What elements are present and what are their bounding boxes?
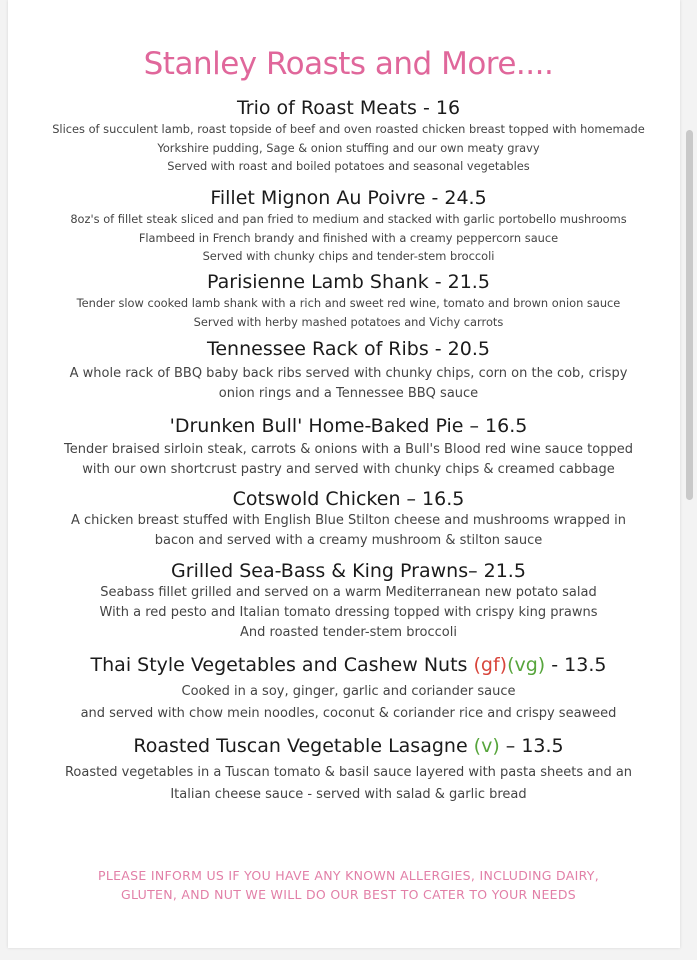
- description-line: Roasted vegetables in a Tuscan tomato & basil sauce layered with pasta sheets and an: [64, 765, 633, 780]
- description-line: and served with chow mein noodles, coconut & coriander rice and crispy seaweed: [80, 706, 617, 721]
- description-line: Seabass fillet grilled and served on a warm Mediterranean new potato salad: [100, 585, 597, 600]
- description-line: Served with herby mashed potatoes and Vichy carrots: [193, 314, 504, 329]
- menu-item: [0, 487, 697, 551]
- dish-name: Fillet Mignon Au Poivre - 24.5: [210, 187, 487, 209]
- allergy-notice: [0, 866, 697, 904]
- description-line: Flambeed in French brandy and finished with a creamy peppercorn sauce: [138, 230, 559, 245]
- menu-item: [0, 337, 697, 404]
- description-line: A whole rack of BBQ baby back ribs served with chunky chips, corn on the cob, crispy: [69, 366, 628, 381]
- menu-item: [0, 559, 697, 643]
- allergy-notice-line: GLUTEN, AND NUT WE WILL DO OUR BEST TO CATER TO YOUR NEEDS: [121, 887, 576, 902]
- vegetarian-tag: (v): [473, 735, 500, 757]
- description-line: Served with roast and boiled potatoes and seasonal vegetables: [167, 159, 530, 173]
- description-line: Served with chunky chips and tender-stem broccoli: [202, 249, 495, 263]
- allergy-notice-line: PLEASE INFORM US IF YOU HAVE ANY KNOWN ALLERGIES, INCLUDING DAIRY,: [98, 868, 599, 883]
- dish-name: Parisienne Lamb Shank - 21.5: [207, 271, 490, 293]
- menu-item: [0, 734, 697, 806]
- dish-name: Grilled Sea-Bass & King Prawns– 21.5: [171, 560, 526, 582]
- dish-name: Cotswold Chicken – 16.5: [232, 488, 465, 510]
- dish-description: [0, 364, 697, 404]
- dish-name: [0, 653, 697, 677]
- dish-name-text: Roasted Tuscan Vegetable Lasagne: [133, 735, 474, 757]
- description-line: 8oz's of fillet steak sliced and pan fried to medium and stacked with garlic portobello mushrooms: [70, 212, 627, 226]
- dish-description: [0, 210, 697, 266]
- dish-name-text: Thai Style Vegetables and Cashew Nuts: [90, 654, 474, 676]
- description-line: Slices of succulent lamb, roast topside of beef and oven roasted chicken breast topped with homemade: [52, 122, 645, 136]
- description-line: And roasted tender-stem broccoli: [240, 625, 457, 640]
- menu-title: Stanley Roasts and More....: [143, 46, 554, 82]
- description-line: Tender slow cooked lamb shank with a rich and sweet red wine, tomato and brown onion sauce: [76, 296, 621, 310]
- description-line: onion rings and a Tennessee BBQ sauce: [218, 386, 479, 401]
- dish-description: [0, 511, 697, 551]
- description-line: A chicken breast stuffed with English Blue Stilton cheese and mushrooms wrapped in: [70, 513, 627, 528]
- dish-name: 'Drunken Bull' Home-Baked Pie – 16.5: [169, 415, 528, 437]
- dish-description: [0, 440, 697, 480]
- description-line: Italian cheese sauce - served with salad & garlic bread: [170, 787, 527, 802]
- menu-item: [0, 96, 697, 176]
- description-line: Yorkshire pudding, Sage & onion stuffing and our own meaty gravy: [157, 140, 540, 155]
- dish-description: [0, 294, 697, 331]
- menu-item: [0, 270, 697, 331]
- menu-item: [0, 186, 697, 266]
- dish-description: [0, 681, 697, 725]
- menu-item: [0, 653, 697, 725]
- dish-description: [0, 583, 697, 643]
- dish-name: Tennessee Rack of Ribs - 20.5: [206, 338, 490, 360]
- dish-description: [0, 120, 697, 176]
- dish-price: – 13.5: [499, 735, 564, 757]
- menu-item: [0, 414, 697, 480]
- dish-price: - 13.5: [545, 654, 607, 676]
- gluten-free-tag: (gf): [473, 654, 508, 676]
- dish-name: [0, 734, 697, 758]
- dish-name: Trio of Roast Meats - 16: [236, 97, 461, 119]
- description-line: Tender braised sirloin steak, carrots & onions with a Bull's Blood red wine sauce topped: [64, 442, 633, 457]
- description-line: with our own shortcrust pastry and served with chunky chips & creamed cabbage: [82, 462, 615, 477]
- description-line: Cooked in a soy, ginger, garlic and coriander sauce: [181, 684, 516, 699]
- vegan-tag: (vg): [507, 654, 546, 676]
- dish-description: [0, 762, 697, 806]
- description-line: bacon and served with a creamy mushroom & stilton sauce: [154, 533, 543, 548]
- description-line: With a red pesto and Italian tomato dressing topped with crispy king prawns: [99, 605, 598, 620]
